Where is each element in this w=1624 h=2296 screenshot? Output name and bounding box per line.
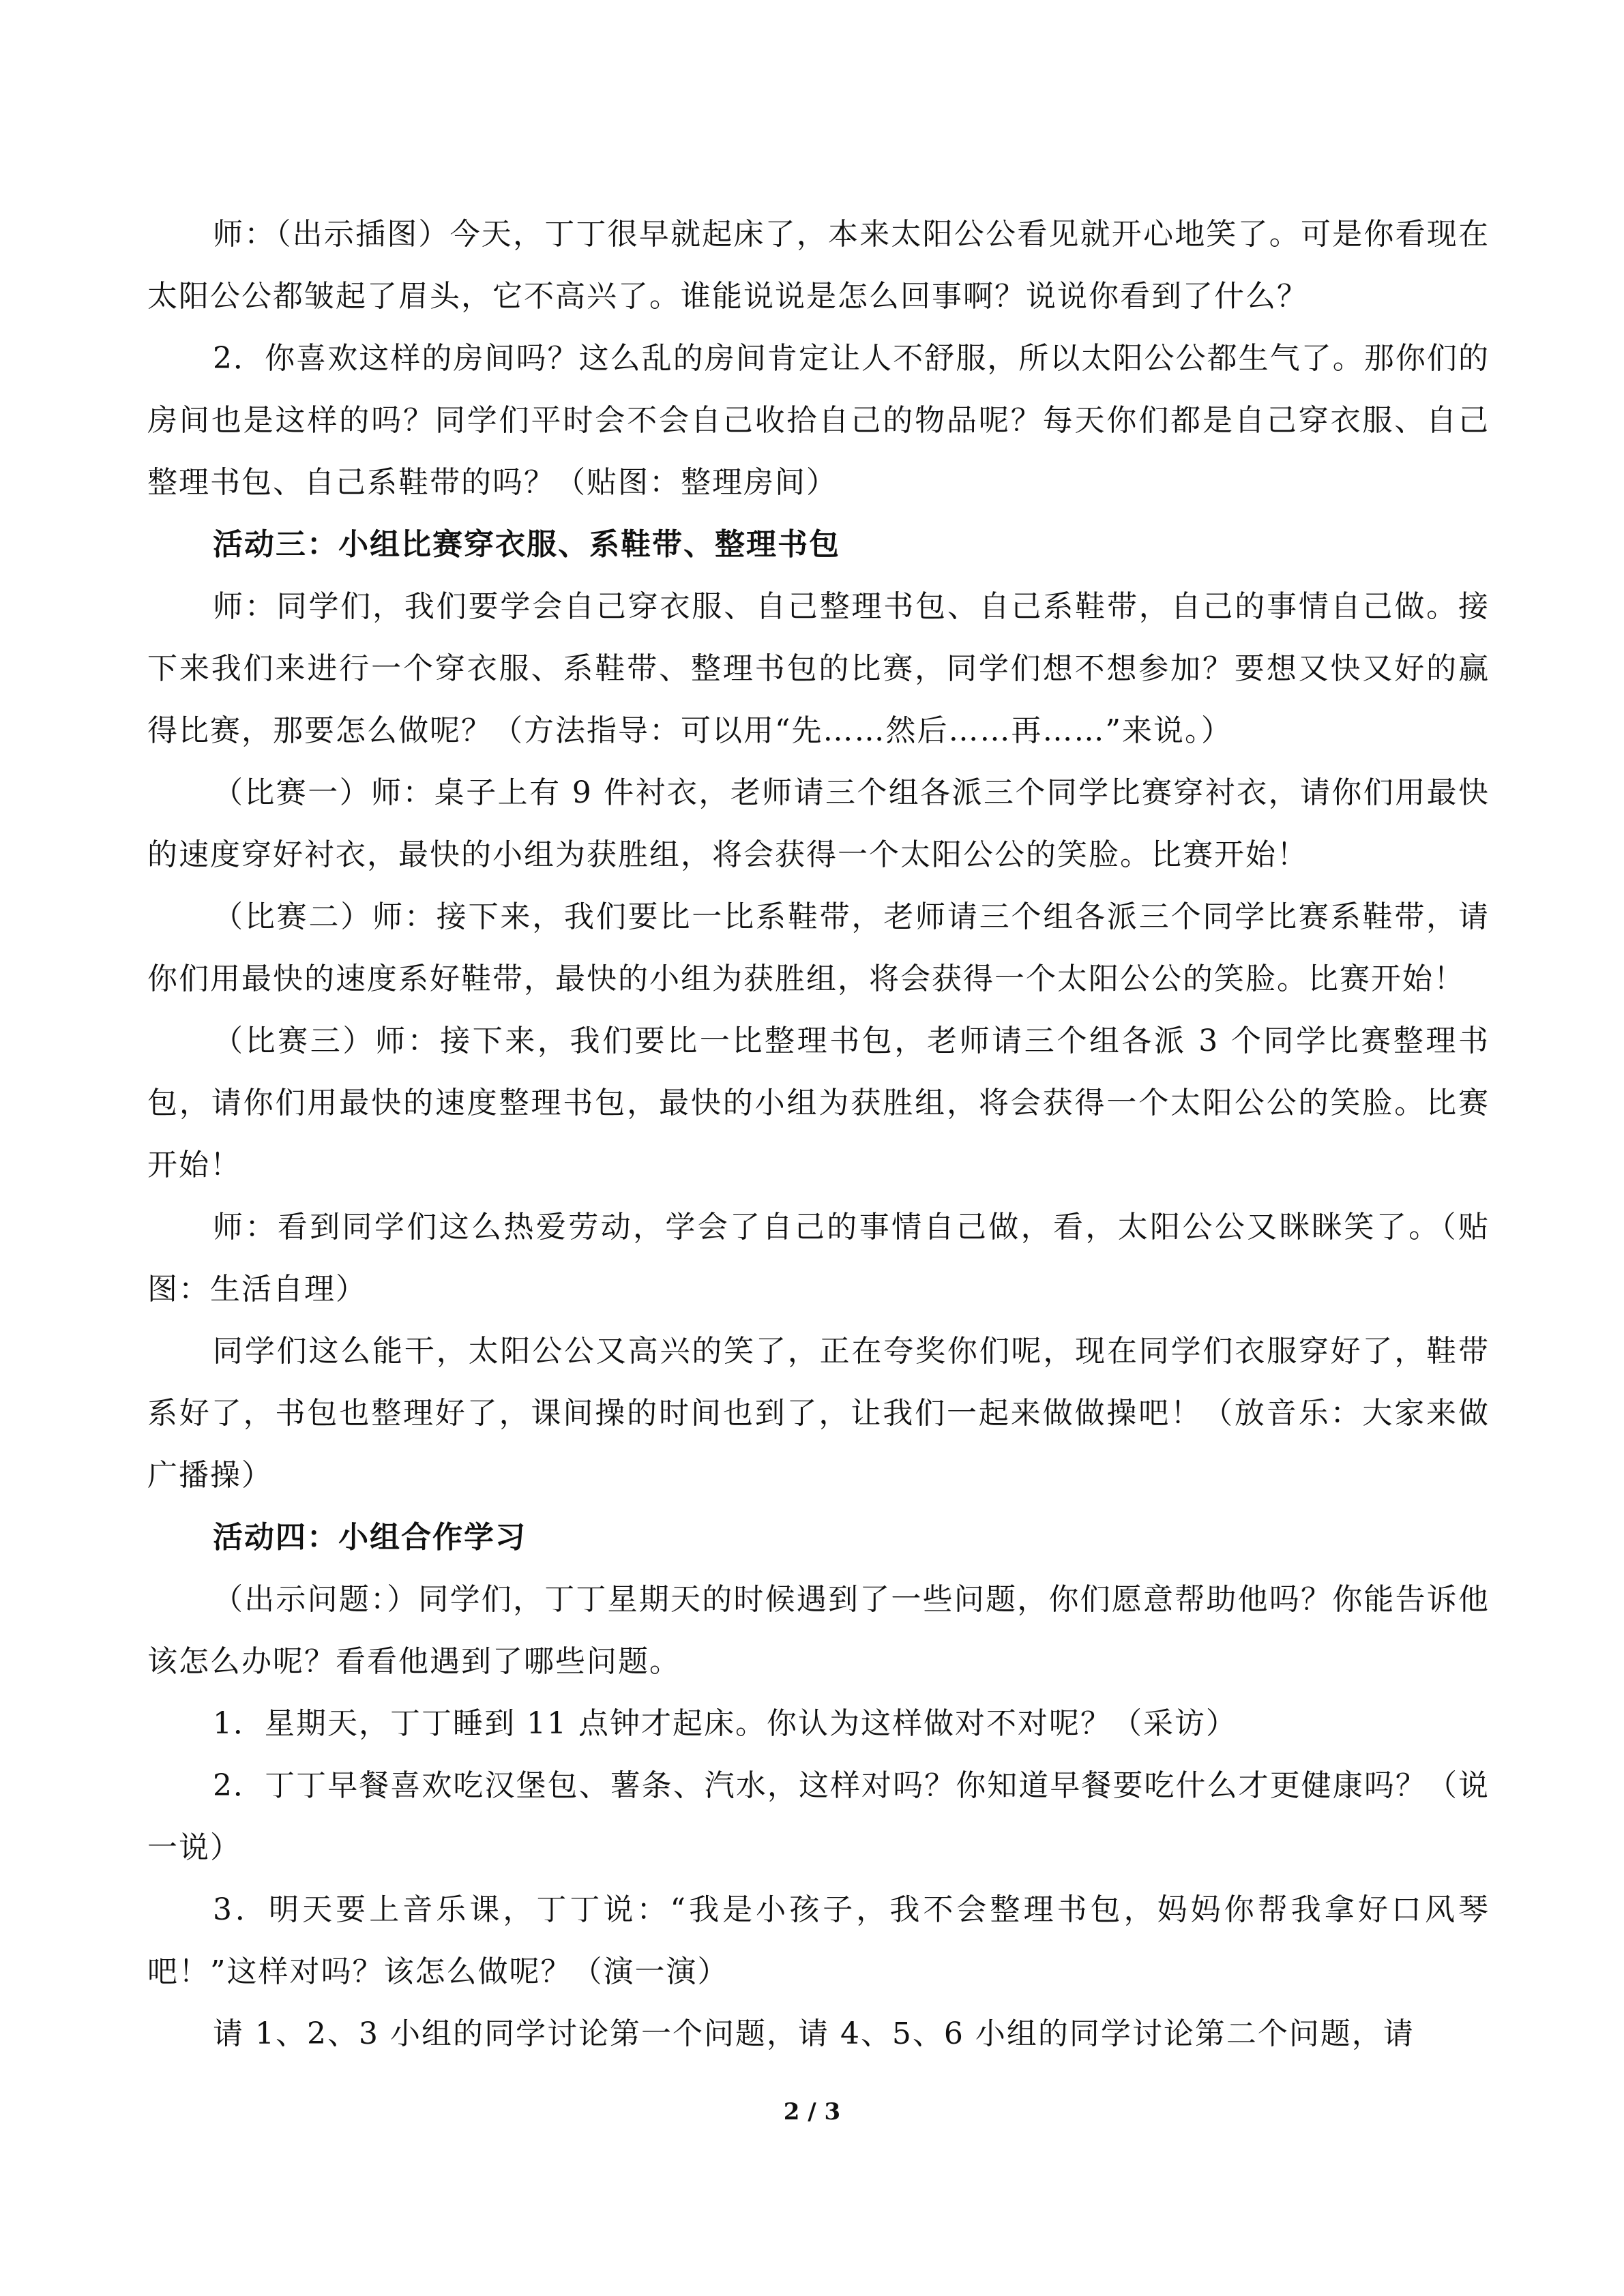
paragraph-group-discussion: 请 1、2、3 小组的同学讨论第一个问题，请 4、5、6 小组的同学讨论第二个问题，请 bbox=[213, 2016, 1415, 2051]
heading-activity-4: 活动四：小组合作学习 bbox=[213, 1520, 527, 1555]
paragraph-teacher-praise: 师：看到同学们这么热爱劳动，学会了自己的事情自己做，看，太阳公公又眯眯笑了。（贴图：生活自理） bbox=[147, 1210, 1490, 1307]
paragraph-show-questions: （出示问题：）同学们，丁丁星期天的时候遇到了一些问题，你们愿意帮助他吗？你能告诉他该怎么办呢？看看他遇到了哪些问题。 bbox=[147, 1582, 1490, 1679]
heading-activity-3: 活动三：小组比赛穿衣服、系鞋带、整理书包 bbox=[213, 527, 840, 562]
paragraph-contest-2: （比赛二）师：接下来，我们要比一比系鞋带，老师请三个组各派三个同学比赛系鞋带，请你们用最快的速度系好鞋带，最快的小组为获胜组，将会获得一个太阳公公的笑脸。比赛开始！ bbox=[147, 899, 1490, 996]
paragraph-question-2-room: 2．你喜欢这样的房间吗？这么乱的房间肯定让人不舒服，所以太阳公公都生气了。那你们的房间也是这样的吗？同学们平时会不会自己收拾自己的物品呢？每天你们都是自己穿衣服、自己整理书包、自己系鞋带的吗？（贴图：整理房间） bbox=[147, 341, 1490, 500]
paragraph-problem-2: 2．丁丁早餐喜欢吃汉堡包、薯条、汽水，这样对吗？你知道早餐要吃什么才更健康吗？（说一说） bbox=[147, 1768, 1490, 1865]
paragraph-teacher-intro: 师：（出示插图）今天，丁丁很早就起床了，本来太阳公公看见就开心地笑了。可是你看现在太阳公公都皱起了眉头，它不高兴了。谁能说说是怎么回事啊？说说你看到了什么？ bbox=[147, 217, 1490, 314]
paragraph-activity-3-intro: 师：同学们，我们要学会自己穿衣服、自己整理书包、自己系鞋带，自己的事情自己做。接下来我们来进行一个穿衣服、系鞋带、整理书包的比赛，同学们想不想参加？要想又快又好的赢得比赛，那要怎么做呢？（方法指导：可以用“先……然后……再……”来说。） bbox=[147, 589, 1490, 748]
paragraph-contest-3: （比赛三）师：接下来，我们要比一比整理书包，老师请三个组各派 3 个同学比赛整理书包，请你们用最快的速度整理书包，最快的小组为获胜组，将会获得一个太阳公公的笑脸。比赛开始！ bbox=[147, 1024, 1490, 1182]
paragraph-contest-1: （比赛一）师：桌子上有 9 件衬衣，老师请三个组各派三个同学比赛穿衬衣，请你们用最快的速度穿好衬衣，最快的小组为获胜组，将会获得一个太阳公公的笑脸。比赛开始！ bbox=[147, 775, 1490, 872]
paragraph-problem-3: 3．明天要上音乐课，丁丁说：“我是小孩子，我不会整理书包，妈妈你帮我拿好口风琴吧！”这样对吗？该怎么做呢？（演一演） bbox=[147, 1892, 1490, 1989]
paragraph-exercise-music: 同学们这么能干，太阳公公又高兴的笑了，正在夸奖你们呢，现在同学们衣服穿好了，鞋带系好了，书包也整理好了，课间操的时间也到了，让我们一起来做做操吧！（放音乐：大家来做广播操） bbox=[147, 1334, 1490, 1493]
paragraph-problem-1: 1．星期天，丁丁睡到 11 点钟才起床。你认为这样做对不对呢？（采访） bbox=[213, 1706, 1237, 1741]
document-body bbox=[147, 203, 1490, 2065]
page-number: 2 / 3 bbox=[783, 2098, 841, 2126]
